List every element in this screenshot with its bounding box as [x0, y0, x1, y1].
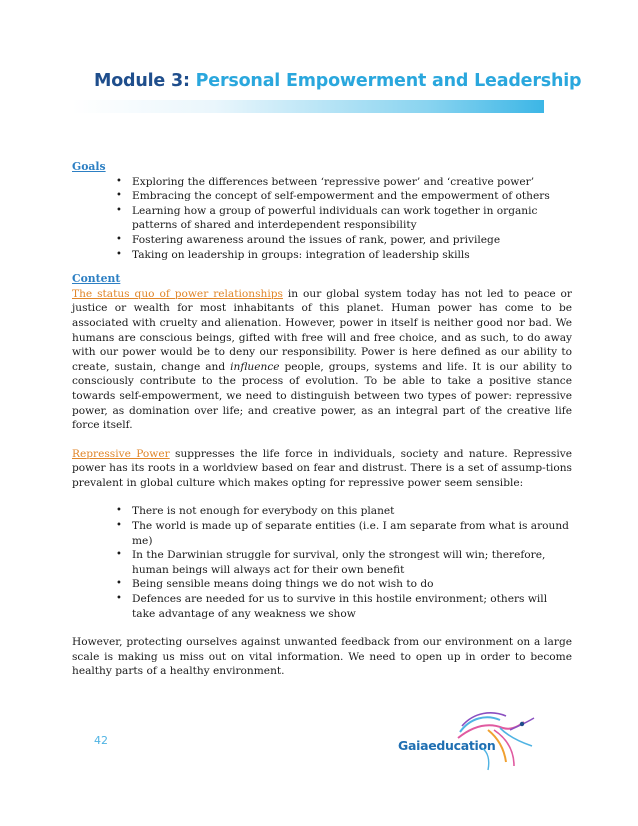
goals-list: [72, 175, 572, 263]
paragraph-text: people, groups, systems and life. It is our ability to consciously contribute to the process of evolution. To be able to take a positive stance towards self-empowerment, we need to distinguish between two types of power: repressive power, as domination over life; and creative power, as an integral part of the creative life force itself.: [72, 360, 572, 432]
goal-item: • Learning how a group of powerful individuals can work together in organic patterns of shared and interdependent responsibility: [116, 204, 572, 233]
content-heading: Content: [72, 272, 121, 286]
goal-item: • Embracing the concept of self-empowerment and the empowerment of others: [116, 189, 572, 204]
hummingbird-icon: [448, 708, 538, 774]
goal-item: • Fostering awareness around the issues of rank, power, and privilege: [116, 233, 572, 248]
module-title: [94, 71, 581, 91]
paragraph-conclusion: However, protecting ourselves against unwanted feedback from our environment on a large scale is making us miss out on vital information. We need to open up in order to become healthy parts of a healthy environment.: [72, 636, 572, 678]
assumptions-list: [72, 504, 572, 621]
paragraph-repressive-power: [72, 447, 572, 491]
gaia-education-logo: [398, 708, 534, 774]
paragraph-text: suppresses the life force in individuals, society and nature. Repressive power has its roots in a worldview based on fear and distrust. There is a set of assump-tions prevalent in global culture which makes opting for repressive power seem sensible:: [72, 447, 572, 489]
goal-item: • Taking on leadership in groups: integration of leadership skills: [116, 248, 572, 263]
assumption-item: • The world is made up of separate entities (i.e. I am separate from what is around me): [116, 519, 572, 548]
assumption-item: • In the Darwinian struggle for survival, only the strongest will win; therefore, human beings will always act for their own benefit: [116, 548, 572, 577]
title-gradient-bar: [72, 100, 544, 113]
module-subtitle: Personal Empowerment and Leadership: [195, 71, 582, 91]
goal-item: • Exploring the differences between ‘repressive power’ and ‘creative power’: [116, 175, 572, 190]
emphasis-influence: influence: [230, 360, 280, 373]
assumption-item: • Defences are needed for us to survive in this hostile environment; others will take advantage of any weakness we show: [116, 592, 572, 621]
paragraph-text: in our global system today has not led to peace or justice or wealth for most inhabitants of this planet. Human power has come to be associated with cruelty and alienation. However, power in itself is neither good nor bad. We humans are conscious beings, gifted with free will and free choice, and as such, to do away with our power would be to deny our responsibility. Power is here defined as our ability to create, sustain, change and: [72, 287, 572, 373]
logo-text: Gaiaeducation: [398, 738, 496, 753]
page-content: [72, 160, 572, 679]
assumption-item: • There is not enough for everybody on this planet: [116, 504, 572, 519]
assumption-item: • Being sensible means doing things we do not wish to do: [116, 577, 572, 592]
repressive-power-link[interactable]: Repressive Power: [72, 447, 170, 460]
page-number: 42: [94, 734, 108, 747]
paragraph-power-relationships: [72, 287, 572, 433]
module-header: [72, 68, 582, 114]
status-quo-link[interactable]: The status quo of power relationships: [72, 287, 283, 300]
goals-heading: Goals: [72, 160, 106, 173]
module-label: Module 3:: [94, 71, 190, 91]
